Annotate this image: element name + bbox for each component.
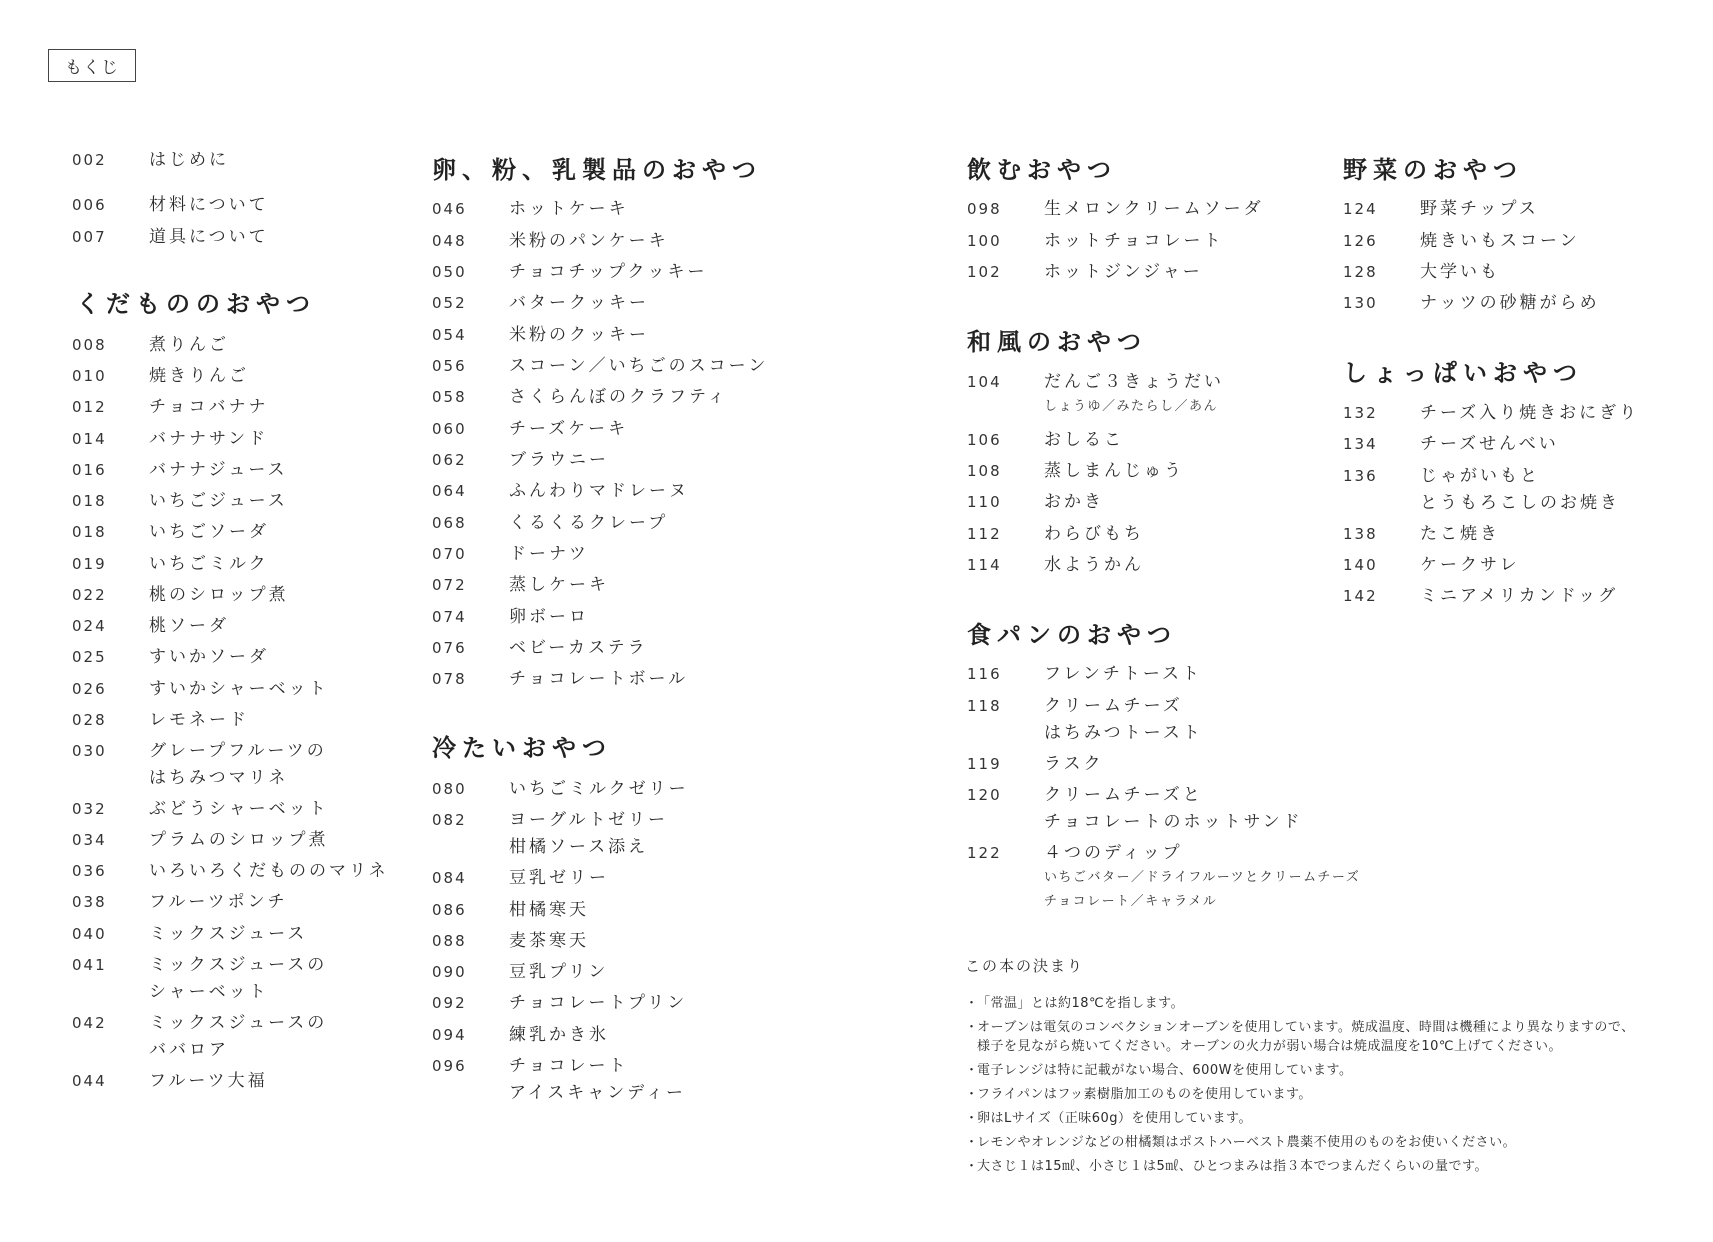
page-number: 082 xyxy=(432,811,467,829)
page-number: 048 xyxy=(432,232,467,250)
page-number: 024 xyxy=(72,617,107,635)
page-number: 104 xyxy=(967,373,1002,391)
entry-title: 卵ボーロ xyxy=(509,607,589,627)
entry-title: ホットジンジャー xyxy=(1044,262,1203,282)
page-number: 138 xyxy=(1343,525,1378,543)
entry-title: はじめに xyxy=(149,150,229,170)
rule-item: ・「常温」とは約18℃を指します。 xyxy=(965,996,1185,1011)
page-number: 012 xyxy=(72,398,107,416)
entry-title: ナッツの砂糖がらめ xyxy=(1420,293,1600,313)
entry-title: たこ焼き xyxy=(1420,524,1500,544)
section-title: 食パンのおやつ xyxy=(967,620,1177,649)
page-number: 116 xyxy=(967,665,1002,683)
page-number: 002 xyxy=(72,151,107,169)
entry-title: すいかソーダ xyxy=(149,647,269,667)
entry-title: 米粉のパンケーキ xyxy=(509,231,669,251)
page-number: 076 xyxy=(432,639,467,657)
entry-title: フレンチトースト xyxy=(1044,664,1203,684)
page-number: 050 xyxy=(432,263,467,281)
entry-title: ラスク xyxy=(1044,754,1104,774)
page-number: 092 xyxy=(432,994,467,1012)
section-title: 和風のおやつ xyxy=(967,327,1147,356)
entry-title: チョコレートボール xyxy=(509,669,689,689)
entry-title: 蒸しまんじゅう xyxy=(1044,461,1184,481)
page-number: 090 xyxy=(432,963,467,981)
entry-title: フルーツ大福 xyxy=(149,1071,268,1091)
page-number: 014 xyxy=(72,430,107,448)
entry-title: いちごミルクゼリー xyxy=(509,779,689,799)
rule-item: ・電子レンジは特に記載がない場合、600Wを使用しています。 xyxy=(965,1063,1353,1078)
entry-title: チョコチップクッキー xyxy=(509,262,708,282)
page-number: 120 xyxy=(967,786,1002,804)
page-number: 122 xyxy=(967,844,1002,862)
page-number: 118 xyxy=(967,697,1002,715)
page-number: 042 xyxy=(72,1014,107,1032)
entry-title: ミックスジュース xyxy=(149,924,308,944)
section-title: 飲むおやつ xyxy=(967,155,1117,184)
page-number: 038 xyxy=(72,893,107,911)
page-number: 019 xyxy=(72,555,107,573)
entry-title: バナナジュース xyxy=(149,460,288,480)
entry-title: じゃがいもと とうもろこしのお焼き xyxy=(1420,466,1620,513)
page-number: 062 xyxy=(432,451,467,469)
page-number: 064 xyxy=(432,482,467,500)
entry-title: 豆乳プリン xyxy=(509,962,609,982)
page-number: 060 xyxy=(432,420,467,438)
page-number: 140 xyxy=(1343,556,1378,574)
page-number: 098 xyxy=(967,200,1002,218)
rule-item: ・大さじ１は15㎖、小さじ１は5㎖、ひとつまみは指３本でつまんだくらいの量です。 xyxy=(965,1159,1489,1174)
entry-title: ミニアメリカンドッグ xyxy=(1420,586,1619,606)
entry-title: 米粉のクッキー xyxy=(509,325,649,345)
page-number: 016 xyxy=(72,461,107,479)
rules-title: この本の決まり xyxy=(965,957,1085,975)
entry-title: 柑橘寒天 xyxy=(509,900,589,920)
page-number: 025 xyxy=(72,648,107,666)
page-number: 078 xyxy=(432,670,467,688)
entry-title: ミックスジュースの シャーベット xyxy=(149,955,328,1002)
entry-title: いちごジュース xyxy=(149,491,288,511)
entry-title: ブラウニー xyxy=(509,450,609,470)
entry-title: おしるこ xyxy=(1044,430,1124,450)
page-number: 100 xyxy=(967,232,1002,250)
contents-label: もくじ xyxy=(48,49,136,82)
entry-title: チーズケーキ xyxy=(509,419,629,439)
entry-title: チョコレートプリン xyxy=(509,993,688,1013)
rule-item: ・レモンやオレンジなどの柑橘類はポストハーベスト農薬不使用のものをお使いください。 xyxy=(965,1135,1517,1150)
entry-title: クリームチーズ はちみつトースト xyxy=(1044,696,1203,743)
page-number: 102 xyxy=(967,263,1002,281)
page-number: 132 xyxy=(1343,404,1378,422)
entry-title: 野菜チップス xyxy=(1420,199,1539,219)
page-number: 106 xyxy=(967,431,1002,449)
page-number: 052 xyxy=(432,294,467,312)
rule-item: ・フライパンはフッ素樹脂加工のものを使用しています。 xyxy=(965,1087,1312,1102)
entry-title: いろいろくだもののマリネ xyxy=(149,861,389,881)
rule-item: ・卵はLサイズ（正味60g）を使用しています。 xyxy=(965,1111,1252,1126)
entry-title: バタークッキー xyxy=(509,293,649,313)
entry-title: すいかシャーベット xyxy=(149,679,329,699)
page-number: 124 xyxy=(1343,200,1378,218)
page-number: 018 xyxy=(72,492,107,510)
page-number: 028 xyxy=(72,711,107,729)
page-number: 094 xyxy=(432,1026,467,1044)
entry-title: 桃ソーダ xyxy=(149,616,229,636)
page-number: 080 xyxy=(432,780,467,798)
entry-title: 水ようかん xyxy=(1044,555,1144,575)
rule-item: ・オーブンは電気のコンベクションオーブンを使用しています。焼成温度、時間は機種により異なりますので、 様子を見ながら焼いてください。オーブンの火力が弱い場合は焼成温度を10℃上げてください。 xyxy=(965,1020,1635,1054)
page-number: 008 xyxy=(72,336,107,354)
page-number: 126 xyxy=(1343,232,1378,250)
entry-title: ホットチョコレート xyxy=(1044,231,1224,251)
page-number: 136 xyxy=(1343,467,1378,485)
entry-title: チョコバナナ xyxy=(149,397,269,417)
page-number: 058 xyxy=(432,388,467,406)
entry-title: 練乳かき氷 xyxy=(509,1025,609,1045)
entry-title: 生メロンクリームソーダ xyxy=(1044,199,1264,219)
entry-title: 大学いも xyxy=(1420,262,1500,282)
page-number: 056 xyxy=(432,357,467,375)
page-number: 036 xyxy=(72,862,107,880)
page-number: 070 xyxy=(432,545,467,563)
entry-title: ミックスジュースの ババロア xyxy=(149,1013,328,1060)
entry-title: くるくるクレープ xyxy=(509,513,669,533)
page-number: 114 xyxy=(967,556,1002,574)
entry-title: 道具について xyxy=(149,227,269,247)
entry-title: レモネード xyxy=(149,710,249,730)
page-number: 022 xyxy=(72,586,107,604)
section-title: 野菜のおやつ xyxy=(1343,155,1523,184)
page-number: 072 xyxy=(432,576,467,594)
entry-title: おかき xyxy=(1044,492,1104,512)
entry-title: クリームチーズと チョコレートのホットサンド xyxy=(1044,785,1303,832)
page-number: 088 xyxy=(432,932,467,950)
entry-title: いちごソーダ xyxy=(149,522,269,542)
entry-title: 材料について xyxy=(149,195,269,215)
entry-title: ケークサレ xyxy=(1420,555,1520,575)
section-title: しょっぱいおやつ xyxy=(1343,358,1583,387)
page-number: 010 xyxy=(72,367,107,385)
entry-title: さくらんぼのクラフティ xyxy=(509,387,728,407)
entry-title: グレープフルーツの はちみつマリネ xyxy=(149,741,327,788)
entry-title: チーズせんべい xyxy=(1420,434,1559,454)
page-number: 054 xyxy=(432,326,467,344)
entry-title: ホットケーキ xyxy=(509,199,629,219)
entry-title: フルーツポンチ xyxy=(149,892,288,912)
entry-title: チョコレート アイスキャンディー xyxy=(509,1056,686,1103)
page-number: 128 xyxy=(1343,263,1378,281)
entry-title: ドーナツ xyxy=(509,544,589,564)
entry-title: ４つのディップ いちごバター／ドライフルーツとクリームチーズ チョコレート／キャラメル xyxy=(1044,843,1361,909)
page-number: 074 xyxy=(432,608,467,626)
page-number: 142 xyxy=(1343,587,1378,605)
page-number: 084 xyxy=(432,869,467,887)
entry-title: スコーン／いちごのスコーン xyxy=(509,356,769,376)
entry-title: 麦茶寒天 xyxy=(509,931,589,951)
page-number: 068 xyxy=(432,514,467,532)
page-number: 108 xyxy=(967,462,1002,480)
section-title: 冷たいおやつ xyxy=(432,733,612,762)
page-number: 006 xyxy=(72,196,107,214)
entry-title: 焼きりんご xyxy=(149,366,249,386)
entry-title: ベビーカステラ xyxy=(509,638,648,658)
entry-title: バナナサンド xyxy=(149,429,269,449)
entry-title: ふんわりマドレーヌ xyxy=(509,481,689,501)
entry-title: プラムのシロップ煮 xyxy=(149,830,329,850)
entry-title: 蒸しケーキ xyxy=(509,575,609,595)
entry-title: いちごミルク xyxy=(149,554,269,574)
entry-title: だんご３きょうだい しょうゆ／みたらし／あん xyxy=(1044,372,1224,414)
page-number: 096 xyxy=(432,1057,467,1075)
page-number: 044 xyxy=(72,1072,107,1090)
page-number: 026 xyxy=(72,680,107,698)
entry-title: ぶどうシャーベット xyxy=(149,799,329,819)
entry-title: 桃のシロップ煮 xyxy=(149,585,289,605)
page-number: 119 xyxy=(967,755,1002,773)
page-number: 112 xyxy=(967,525,1002,543)
page-number: 110 xyxy=(967,493,1002,511)
section-title: くだもののおやつ xyxy=(76,289,316,318)
page-number: 130 xyxy=(1343,294,1378,312)
page-number: 046 xyxy=(432,200,467,218)
page-number: 034 xyxy=(72,831,107,849)
book-rules xyxy=(965,955,1685,1181)
entry-title: 煮りんご xyxy=(149,335,229,355)
entry-title: わらびもち xyxy=(1044,524,1144,544)
entry-title: チーズ入り焼きおにぎり xyxy=(1420,403,1640,423)
page-number: 040 xyxy=(72,925,107,943)
section-title: 卵、粉、乳製品のおやつ xyxy=(432,155,762,184)
page-number: 018 xyxy=(72,523,107,541)
entry-title: 豆乳ゼリー xyxy=(509,868,609,888)
page-number: 086 xyxy=(432,901,467,919)
page-number: 032 xyxy=(72,800,107,818)
entry-title: ヨーグルトゼリー 柑橘ソース添え xyxy=(509,810,668,857)
page-number: 007 xyxy=(72,228,107,246)
page-number: 030 xyxy=(72,742,107,760)
entry-title: 焼きいもスコーン xyxy=(1420,231,1580,251)
page-number: 134 xyxy=(1343,435,1378,453)
page-number: 041 xyxy=(72,956,107,974)
